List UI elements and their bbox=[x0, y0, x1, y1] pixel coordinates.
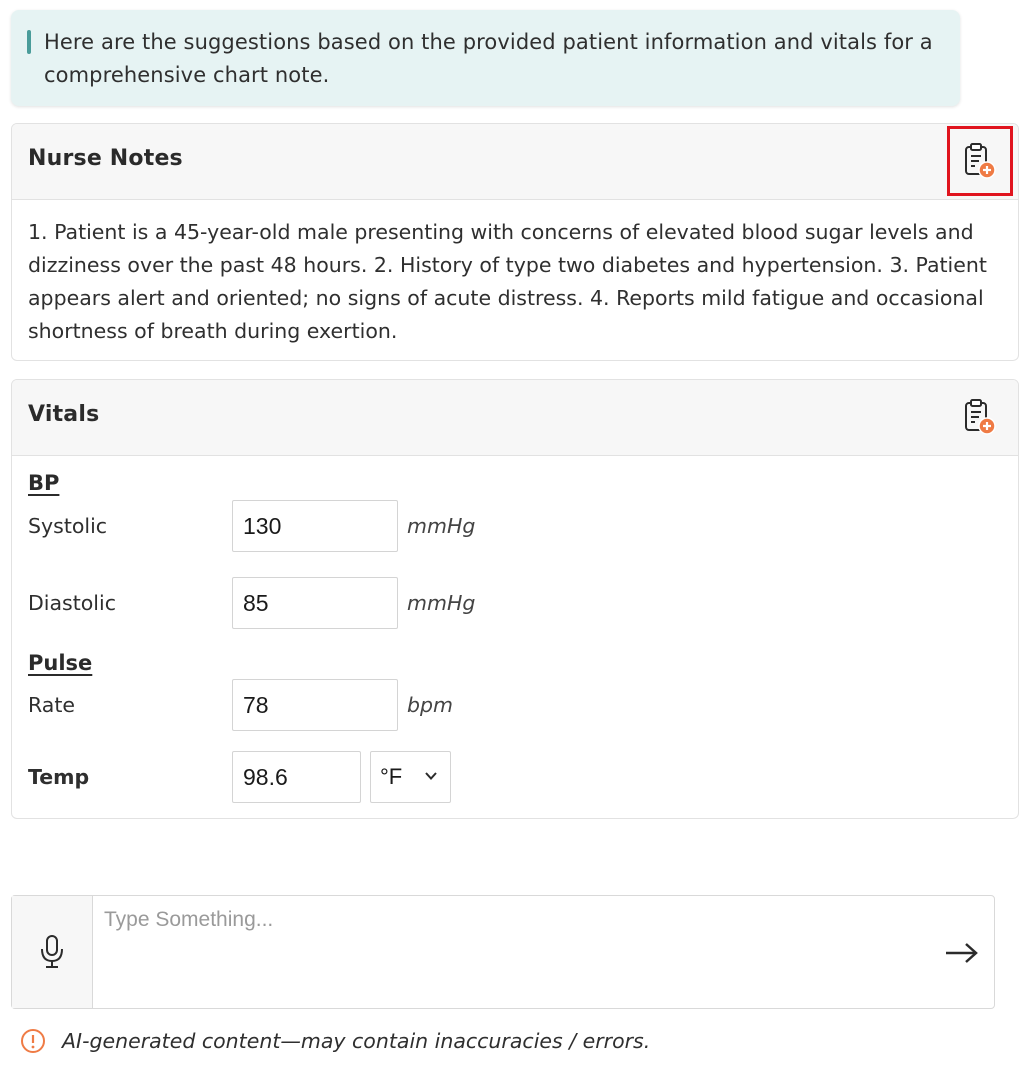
vitals-header bbox=[12, 380, 1018, 456]
nurse-notes-header bbox=[12, 124, 1018, 200]
clipboard-add-icon bbox=[962, 142, 998, 180]
suggestion-banner bbox=[11, 10, 960, 106]
message-input[interactable] bbox=[104, 908, 924, 998]
send-button[interactable] bbox=[942, 934, 982, 972]
pulse-rate-unit: bpm bbox=[407, 693, 453, 717]
pulse-rate-input[interactable] bbox=[232, 679, 398, 731]
nurse-notes-card bbox=[11, 123, 1019, 361]
banner-text: Here are the suggestions based on the provided patient information and vitals for a comprehensive chart note. bbox=[44, 30, 933, 87]
message-composer bbox=[11, 895, 995, 1009]
pulse-rate-label: Rate bbox=[28, 693, 76, 717]
temp-input[interactable] bbox=[232, 751, 361, 803]
diastolic-input[interactable] bbox=[232, 577, 398, 629]
clipboard-add-icon bbox=[962, 398, 998, 436]
diastolic-label: Diastolic bbox=[28, 591, 116, 615]
nurse-notes-text: 1. Patient is a 45-year-old male presenting with concerns of elevated blood sugar levels and dizziness over the past 48 hours. 2. History of type two diabetes and hypertension. 3. Patient appears alert and oriented; no signs of acute distress. 4. Reports mild fatigue and occasional shortness of breath during exertion. bbox=[28, 220, 987, 343]
chevron-down-icon bbox=[423, 768, 439, 784]
vitals-body bbox=[12, 456, 1018, 818]
add-nurse-notes-button[interactable] bbox=[947, 126, 1013, 196]
bp-group-label: BP bbox=[28, 471, 60, 495]
temp-unit-select[interactable] bbox=[370, 751, 451, 803]
warning-circle-icon bbox=[20, 1028, 46, 1054]
diastolic-unit: mmHg bbox=[407, 591, 476, 615]
microphone-icon bbox=[39, 934, 65, 970]
arrow-right-icon bbox=[944, 941, 980, 965]
temp-unit-value: °F bbox=[380, 764, 403, 789]
systolic-label: Systolic bbox=[28, 514, 108, 538]
temp-label: Temp bbox=[28, 765, 90, 789]
pulse-group-label: Pulse bbox=[28, 651, 93, 675]
add-vitals-button[interactable] bbox=[947, 382, 1013, 452]
disclaimer-text: AI-generated content—may contain inaccuracies / errors. bbox=[62, 1029, 651, 1053]
banner-accent-bar bbox=[27, 30, 31, 54]
microphone-button[interactable] bbox=[12, 896, 93, 1008]
systolic-unit: mmHg bbox=[407, 514, 476, 538]
vitals-title: Vitals bbox=[28, 402, 100, 427]
systolic-input[interactable] bbox=[232, 500, 398, 552]
nurse-notes-title: Nurse Notes bbox=[28, 146, 183, 171]
vitals-card bbox=[11, 379, 1019, 819]
ai-disclaimer bbox=[20, 1026, 650, 1056]
